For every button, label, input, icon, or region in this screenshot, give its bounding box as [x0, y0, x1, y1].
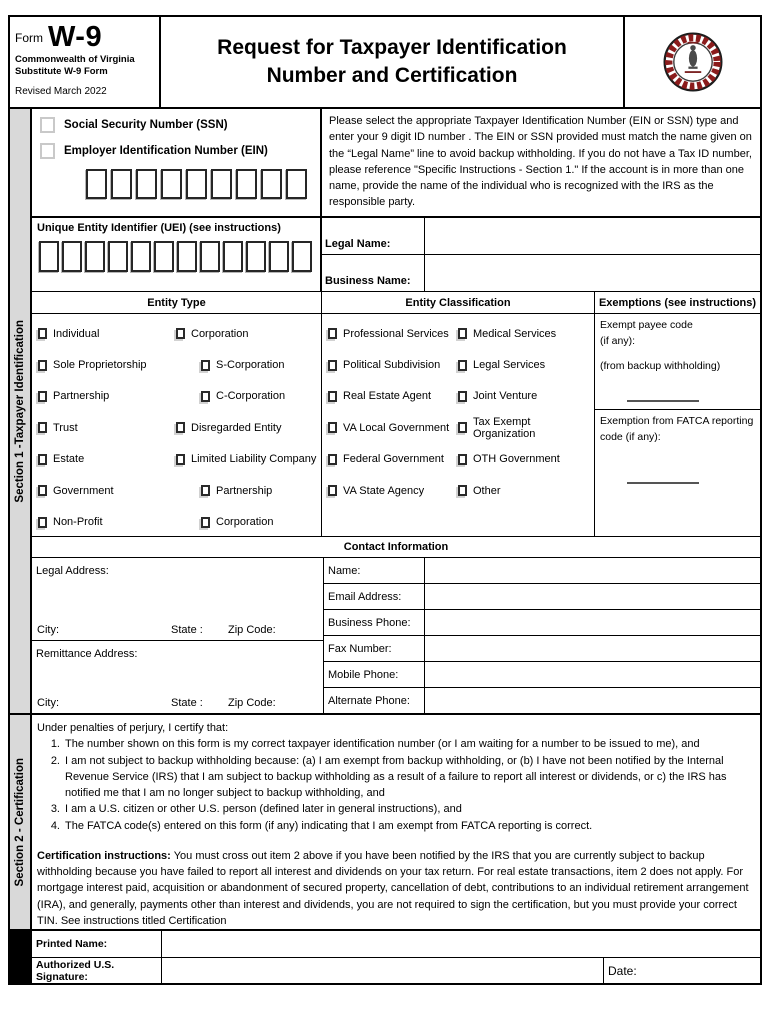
option-label: Medical Services — [473, 327, 557, 340]
entity-classification-column — [322, 292, 595, 536]
uei-box[interactable] — [85, 241, 105, 272]
classification-right — [458, 318, 594, 536]
classification-option[interactable] — [458, 318, 594, 349]
business-name-row — [322, 254, 760, 291]
classification-option[interactable] — [328, 475, 458, 506]
certification-intro: Under penalties of perjury, I certify that: — [37, 722, 229, 734]
exemptions-column — [595, 292, 760, 536]
classification-option[interactable] — [458, 412, 594, 443]
address-block — [32, 558, 324, 713]
item-number: 1. — [50, 738, 60, 751]
tin-digit-box[interactable] — [236, 169, 257, 199]
entity-type-column — [32, 292, 322, 536]
city-label: City: — [37, 624, 59, 636]
classification-option[interactable] — [328, 444, 458, 475]
contact-field-label: Email Address: — [324, 584, 425, 609]
entity-type-option[interactable] — [176, 412, 321, 443]
signature-label: Authorized U.S. Signature: — [32, 958, 162, 983]
remittance-address-block[interactable] — [32, 641, 323, 713]
contact-field-input[interactable] — [425, 584, 760, 609]
item-text: The number shown on this form is my correct taxpayer identification number (or I am waiting for a number to be issued to me), and — [65, 738, 700, 751]
uei-box[interactable] — [292, 241, 312, 272]
entity-type-option[interactable] — [201, 475, 321, 506]
uei-box[interactable] — [131, 241, 151, 272]
uei-box[interactable] — [39, 241, 59, 272]
date-cell[interactable] — [603, 958, 760, 983]
date-label: Date: — [608, 963, 637, 978]
printed-name-input[interactable] — [162, 931, 760, 957]
checkbox-icon[interactable] — [458, 360, 467, 371]
form-header — [10, 17, 760, 109]
business-name-label: Business Name: — [322, 255, 425, 291]
virginia-seal-icon — [661, 30, 725, 94]
checkbox-icon[interactable] — [458, 454, 467, 465]
printed-name-row — [32, 931, 760, 957]
option-label: Joint Venture — [473, 390, 538, 403]
zip-label: Zip Code: — [228, 697, 276, 709]
classification-option[interactable] — [328, 318, 458, 349]
contact-information-header: Contact Information — [32, 536, 760, 558]
option-label: Political Subdivision — [343, 359, 441, 372]
tin-digit-box[interactable] — [86, 169, 107, 199]
certification-item — [44, 801, 752, 817]
exemptions-header: Exemptions (see instructions) — [595, 292, 760, 314]
uei-box[interactable] — [246, 241, 266, 272]
certification-item — [44, 818, 752, 834]
classification-option[interactable] — [458, 444, 594, 475]
section-1 — [10, 109, 760, 713]
contact-field-label: Name: — [324, 558, 425, 583]
classification-option[interactable] — [458, 381, 594, 412]
contact-field-label: Alternate Phone: — [324, 688, 425, 713]
checkbox-icon[interactable] — [38, 485, 47, 496]
contact-field-row — [324, 583, 760, 609]
checkbox-icon[interactable] — [328, 454, 337, 465]
exempt-payee-cell — [595, 314, 760, 410]
certification-instructions — [37, 848, 752, 929]
fatca-cell — [595, 410, 760, 536]
checkbox-icon[interactable] — [176, 328, 185, 339]
entity-type-option[interactable] — [176, 318, 321, 349]
exempt-payee-label: Exempt payee code — [600, 319, 693, 331]
checkbox-icon[interactable] — [328, 485, 337, 496]
contact-field-label: Fax Number: — [324, 636, 425, 661]
option-label: Corporation — [216, 516, 274, 529]
entity-type-left — [38, 318, 176, 538]
entity-type-right — [176, 318, 321, 538]
contact-field-label: Business Phone: — [324, 610, 425, 635]
option-label: Individual — [53, 327, 100, 340]
contact-field-row — [324, 609, 760, 635]
uei-box[interactable] — [62, 241, 82, 272]
legal-name-row — [322, 218, 760, 254]
tin-digit-box[interactable] — [161, 169, 182, 199]
tin-type-cell — [32, 109, 322, 216]
signature-section — [10, 929, 760, 983]
checkbox-icon[interactable] — [38, 422, 47, 433]
contact-field-row — [324, 661, 760, 687]
ssn-label: Social Security Number (SSN) — [64, 119, 228, 131]
section-1-label: Section 1 -Taxpayer Identification — [14, 319, 26, 503]
option-label: Government — [53, 484, 114, 497]
form-word: Form — [15, 30, 43, 45]
contact-field-row — [324, 635, 760, 661]
contact-field-row — [324, 687, 760, 713]
option-label: Non-Profit — [53, 516, 103, 529]
item-number: 2. — [50, 754, 60, 767]
checkbox-icon[interactable] — [38, 517, 47, 528]
option-label: Legal Services — [473, 359, 546, 372]
exempt-payee-if-any: (if any): — [600, 334, 636, 347]
checkbox-icon[interactable] — [201, 391, 210, 402]
signature-sidebar-block — [10, 931, 32, 983]
exempt-payee-note: (from backup withholding) — [600, 359, 721, 372]
tin-digit-boxes — [86, 169, 320, 199]
exempt-payee-input-line[interactable] — [627, 400, 699, 402]
instructions-lead: Certification instructions: — [37, 849, 171, 862]
item-text: I am a U.S. citizen or other U.S. person (defined later in general instructions), and — [65, 803, 462, 816]
entity-type-option[interactable] — [38, 506, 176, 537]
certification-item — [44, 736, 752, 752]
instructions-body: You must cross out item 2 above if you have been notified by the IRS that you are currently subject to backup withholding because you have failed to report all interest and dividends on your tax return. For real estate transactions, item 2 does not apply. For mortgage interest paid, acquisition or abandonment of secured property, cancellation of debt, contributions to an individual retirement arrangement (IRA), and generally, payments other than interest and dividends, you are not required to sign the certification, but you must provide your correct TIN. See instructions titled Certification — [37, 849, 749, 927]
checkbox-icon[interactable] — [176, 422, 185, 433]
tin-digit-box[interactable] — [111, 169, 132, 199]
uei-label: Unique Entity Identifier (UEI) (see instructions) — [37, 222, 281, 234]
checkbox-icon[interactable] — [328, 360, 337, 371]
entity-type-option[interactable] — [38, 412, 176, 443]
state-label: State : — [171, 624, 203, 636]
certification-text — [32, 715, 760, 929]
org-line-1: Commonwealth of Virginia — [15, 54, 135, 65]
classification-left — [328, 318, 458, 536]
item-number: 3. — [50, 803, 60, 816]
option-label: Real Estate Agent — [343, 390, 432, 403]
option-label: Corporation — [191, 327, 249, 340]
uei-box[interactable] — [108, 241, 128, 272]
uei-boxes — [39, 241, 320, 272]
uei-box[interactable] — [200, 241, 220, 272]
checkbox-icon[interactable] — [201, 517, 210, 528]
w9-form — [8, 15, 762, 985]
signature-row — [32, 957, 760, 983]
contact-field-input[interactable] — [425, 662, 760, 687]
seal-cell — [623, 17, 760, 107]
option-label: Disregarded Entity — [191, 421, 282, 434]
checkbox-icon[interactable] — [458, 328, 467, 339]
org-line-2: Substitute W-9 Form — [15, 66, 108, 78]
checkbox-icon[interactable] — [328, 422, 337, 433]
state-label: State : — [171, 697, 203, 709]
entity-type-header: Entity Type — [32, 292, 321, 314]
ssn-checkbox-icon[interactable] — [40, 117, 55, 133]
classification-option[interactable] — [458, 349, 594, 380]
contact-field-input[interactable] — [425, 558, 760, 583]
uei-box[interactable] — [223, 241, 243, 272]
fatca-input-line[interactable] — [627, 482, 699, 484]
entity-type-option[interactable] — [38, 475, 176, 506]
ein-option[interactable] — [40, 143, 320, 159]
legal-address-block[interactable] — [32, 558, 323, 641]
entity-type-option[interactable] — [201, 506, 321, 537]
item-text: The FATCA code(s) entered on this form (if any) indicating that I am exempt from FATCA reporting is correct. — [65, 819, 593, 832]
legal-name-label: Legal Name: — [322, 218, 425, 254]
uei-cell — [32, 218, 322, 291]
legal-name-input[interactable] — [425, 218, 760, 254]
option-label: Sole Proprietorship — [53, 359, 147, 372]
revision-date: Revised March 2022 — [15, 85, 107, 97]
section-2-sidebar — [10, 715, 32, 929]
checkbox-icon[interactable] — [38, 360, 47, 371]
classification-option[interactable] — [458, 475, 594, 506]
signature-input[interactable] — [162, 958, 603, 983]
entity-type-option[interactable] — [38, 381, 176, 412]
contact-field-input[interactable] — [425, 636, 760, 661]
printed-name-label: Printed Name: — [32, 931, 162, 957]
option-label: Professional Services — [343, 327, 449, 340]
item-text: I am not subject to backup withholding because: (a) I am exempt from backup withholding, or (b) I have not been notified by the Internal Revenue Service (IRS) that I am subject to backup withholding as a result of a failure to report all interest or dividends, or c) the IRS has notified me that I am no longer subject to backup withholding, and — [65, 754, 727, 800]
business-name-input[interactable] — [425, 255, 760, 291]
tin-instructions: Please select the appropriate Taxpayer Identification Number (EIN or SSN) type and enter your 9 digit ID number . The EIN or SSN provided must match the name given on the “Legal Name” line to avoid backup withholding. If you do not have a Tax ID number, please reference "Specific Instructions - Section 1." If the account is in more than one name, provide the name of the individual who is recognized with the IRS as the responsible party. — [329, 115, 752, 209]
uei-box[interactable] — [269, 241, 289, 272]
fatca-if-any: code (if any): — [600, 430, 661, 443]
checkbox-icon[interactable] — [328, 328, 337, 339]
fatca-label: Exemption from FATCA reporting — [600, 415, 754, 427]
form-id-block — [10, 17, 161, 107]
ein-label: Employer Identification Number (EIN) — [64, 145, 268, 157]
form-title: Request for Taxpayer Identification Number and Certification — [217, 35, 567, 87]
tin-digit-box[interactable] — [211, 169, 232, 199]
classification-option[interactable] — [328, 412, 458, 443]
option-label: Partnership — [216, 484, 273, 497]
option-label: Federal Government — [343, 453, 444, 466]
option-label: Partnership — [53, 390, 110, 403]
checkbox-icon[interactable] — [458, 422, 467, 433]
contact-field-input[interactable] — [425, 688, 760, 713]
entity-type-option[interactable] — [201, 381, 321, 412]
item-number: 4. — [50, 819, 60, 832]
classification-option[interactable] — [328, 349, 458, 380]
option-label: Tax Exempt Organization — [473, 415, 536, 440]
option-label: Trust — [53, 421, 78, 434]
option-label: Limited Liability Company — [191, 453, 317, 466]
entity-type-option[interactable] — [201, 349, 321, 380]
entity-type-option[interactable] — [38, 349, 176, 380]
form-number: W-9 — [48, 21, 103, 53]
option-label: Other — [473, 484, 501, 497]
checkbox-icon[interactable] — [328, 391, 337, 402]
option-label: S-Corporation — [216, 359, 285, 372]
uei-box[interactable] — [177, 241, 197, 272]
option-label: VA Local Government — [343, 421, 450, 434]
contact-field-label: Mobile Phone: — [324, 662, 425, 687]
entity-type-option[interactable] — [38, 318, 176, 349]
option-label: C-Corporation — [216, 390, 286, 403]
tin-digit-box[interactable] — [286, 169, 307, 199]
section-2 — [10, 713, 760, 929]
uei-box[interactable] — [154, 241, 174, 272]
checkbox-icon[interactable] — [201, 360, 210, 371]
classification-option[interactable] — [328, 381, 458, 412]
checkbox-icon[interactable] — [458, 391, 467, 402]
contact-field-input[interactable] — [425, 610, 760, 635]
checkbox-icon[interactable] — [38, 391, 47, 402]
city-label: City: — [37, 697, 59, 709]
checkbox-icon[interactable] — [458, 485, 467, 496]
legal-address-label: Legal Address: — [36, 565, 109, 577]
tin-digit-box[interactable] — [261, 169, 282, 199]
option-label: VA State Agency — [343, 484, 425, 497]
checkbox-icon[interactable] — [38, 328, 47, 339]
contact-field-row — [324, 558, 760, 583]
option-label: OTH Government — [473, 453, 560, 466]
checkbox-icon[interactable] — [176, 454, 185, 465]
entity-type-option[interactable] — [38, 444, 176, 475]
certification-list — [37, 736, 752, 834]
ssn-option[interactable] — [40, 117, 320, 133]
entity-classification-header: Entity Classification — [322, 292, 594, 314]
tin-digit-box[interactable] — [186, 169, 207, 199]
tin-digit-box[interactable] — [136, 169, 157, 199]
checkbox-icon[interactable] — [38, 454, 47, 465]
checkbox-icon[interactable] — [201, 485, 210, 496]
remittance-address-label: Remittance Address: — [36, 648, 138, 660]
section-1-sidebar — [10, 109, 32, 713]
entity-type-option[interactable] — [176, 444, 321, 475]
contact-fields — [324, 558, 760, 713]
section-2-label: Section 2 - Certification — [14, 757, 26, 887]
option-label: Estate — [53, 453, 85, 466]
ein-checkbox-icon[interactable] — [40, 143, 55, 159]
certification-item — [44, 753, 752, 802]
zip-label: Zip Code: — [228, 624, 276, 636]
